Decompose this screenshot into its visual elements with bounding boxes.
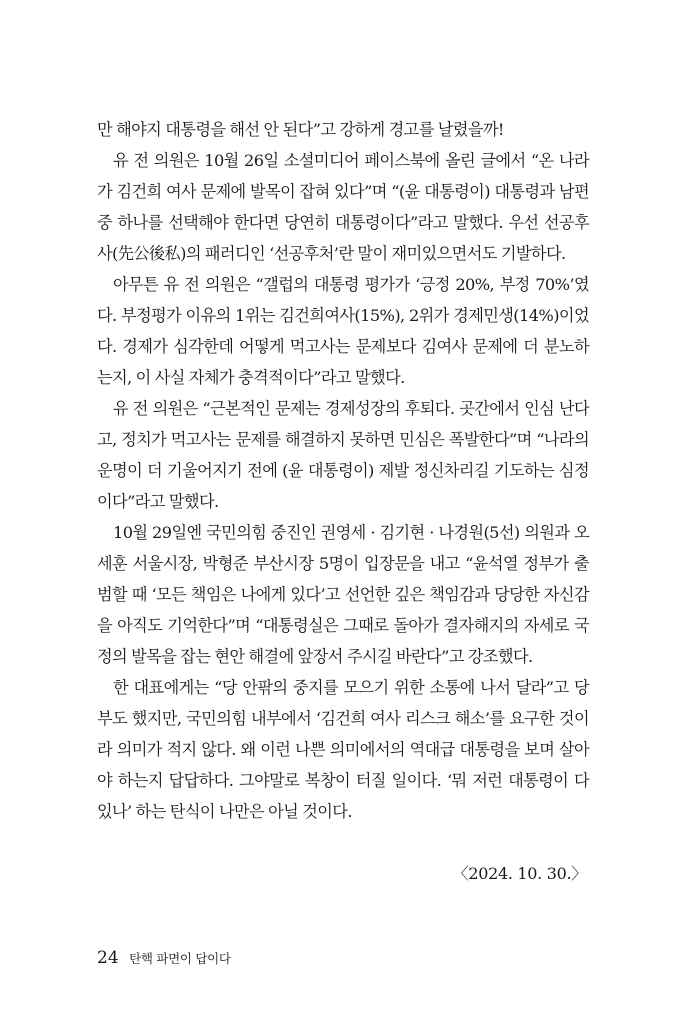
paragraph: 유 전 의원은 “근본적인 문제는 경제성장의 후퇴다. 곳간에서 인심 난다고, 정치가 먹고사는 문제를 해결하지 못하면 민심은 폭발한다”며 “나라의 운명이 더 기울어지기 전에 (윤 대통령이) 제발 정신차리길 기도하는 심정이다”라고 말했다. [97, 399, 589, 511]
page-footer [97, 948, 231, 969]
body-text [97, 114, 589, 827]
paragraph: 유 전 의원은 10월 26일 소셜미디어 페이스북에 올린 글에서 “온 나라가 김건희 여사 문제에 발목이 잡혀 있다”며 “(윤 대통령이) 대통령과 남편 중 하나를 선택해야 한다면 당연히 대통령이다”라고 말했다. 우선 선공후사(先公後私)의 패러디인 ‘선공후처’란 말이 재미있으면서도 기발하다. [97, 151, 589, 263]
article-date: 〈2024. 10. 30.〉 [452, 864, 587, 883]
paragraph: 10월 29일엔 국민의힘 중진인 권영세 · 김기현 · 나경원(5선) 의원과 오세훈 서울시장, 박형준 부산시장 5명이 입장문을 내고 “윤석열 정부가 출범할 때 ‘모든 책임은 나에게 있다’고 선언한 깊은 책임감과 당당한 자신감을 아직도 기억한다”며 “대통령실은 그때로 돌아가 결자해지의 자세로 국정의 발목을 잡는 현안 해결에 앞장서 주시길 바란다”고 강조했다. [97, 523, 589, 666]
running-title: 탄핵 파면이 답이다 [129, 951, 231, 966]
paragraph-continuation: 만 해야지 대통령을 해선 안 된다”고 강하게 경고를 날렸을까! [97, 120, 504, 139]
paragraph: 아무튼 유 전 의원은 “갤럽의 대통령 평가가 ‘긍정 20%, 부정 70%’였다. 부정평가 이유의 1위는 김건희여사(15%), 2위가 경제민생(14%)이었다. 경제가 심각한데 어떻게 먹고사는 문제보다 김여사 문제에 더 분노하는지, 이 사실 자체가 충격적이다”라고 말했다. [97, 275, 589, 387]
paragraph: 한 대표에게는 “당 안팎의 중지를 모으기 위한 소통에 나서 달라”고 당부도 했지만, 국민의힘 내부에서 ‘김건희 여사 리스크 해소’를 요구한 것이라 의미가 적지 않다. 왜 이런 나쁜 의미에서의 역대급 대통령을 보며 살아야 하는지 답답하다. 그야말로 복창이 터질 일이다. ‘뭐 저런 대통령이 다 있나’ 하는 탄식이 나만은 아닐 것이다. [97, 678, 589, 821]
page-number: 24 [97, 948, 119, 968]
